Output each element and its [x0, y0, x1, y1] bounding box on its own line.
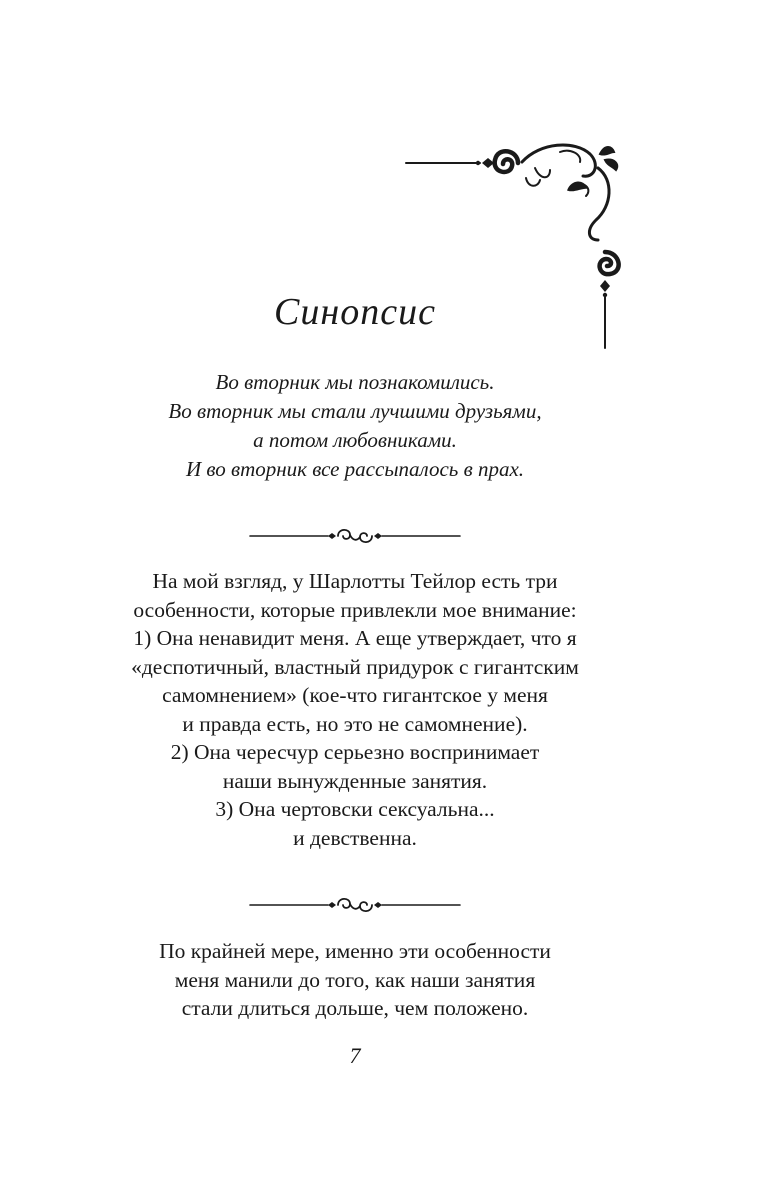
tagline: [0, 368, 710, 484]
text-line: меня манили до того, как наши занятия: [174, 967, 536, 992]
scroll-divider-icon: [248, 524, 462, 548]
text-line: 3) Она чертовски сексуальна...: [215, 797, 495, 821]
tagline-line: И во вторник все рассыпалось в прах.: [185, 457, 525, 481]
text-line: наши вынужденные занятия.: [222, 768, 488, 793]
text-line: особенности, которые привлекли мое внимание:: [133, 597, 577, 622]
synopsis-paragraph-1: [0, 567, 710, 852]
tagline-line: а потом любовниками.: [253, 428, 457, 452]
scroll-divider-icon: [248, 893, 462, 917]
tagline-line: Во вторник мы познакомились.: [215, 370, 495, 394]
chapter-title: Синопсис: [274, 291, 436, 333]
text-line: 1) Она ненавидит меня. А еще утверждает, что я: [133, 626, 577, 650]
page-number: 7: [349, 1043, 361, 1068]
text-line: «деспотичный, властный придурок с гигантским: [131, 654, 579, 679]
text-line: и правда есть, но это не самомнение).: [182, 711, 528, 736]
text-line: На мой взгляд, у Шарлотты Тейлор есть три: [152, 569, 558, 593]
text-line: По крайней мере, именно эти особенности: [159, 939, 551, 963]
synopsis-paragraph-2: [0, 937, 710, 1023]
text-line: самомнением» (кое-что гигантское у меня: [162, 683, 548, 707]
text-line: 2) Она чересчур серьезно воспринимает: [170, 740, 540, 764]
text-line: и девственна.: [293, 825, 417, 850]
tagline-line: Во вторник мы стали лучшими друзьями,: [168, 399, 542, 423]
text-line: стали длиться дольше, чем положено.: [181, 996, 529, 1020]
